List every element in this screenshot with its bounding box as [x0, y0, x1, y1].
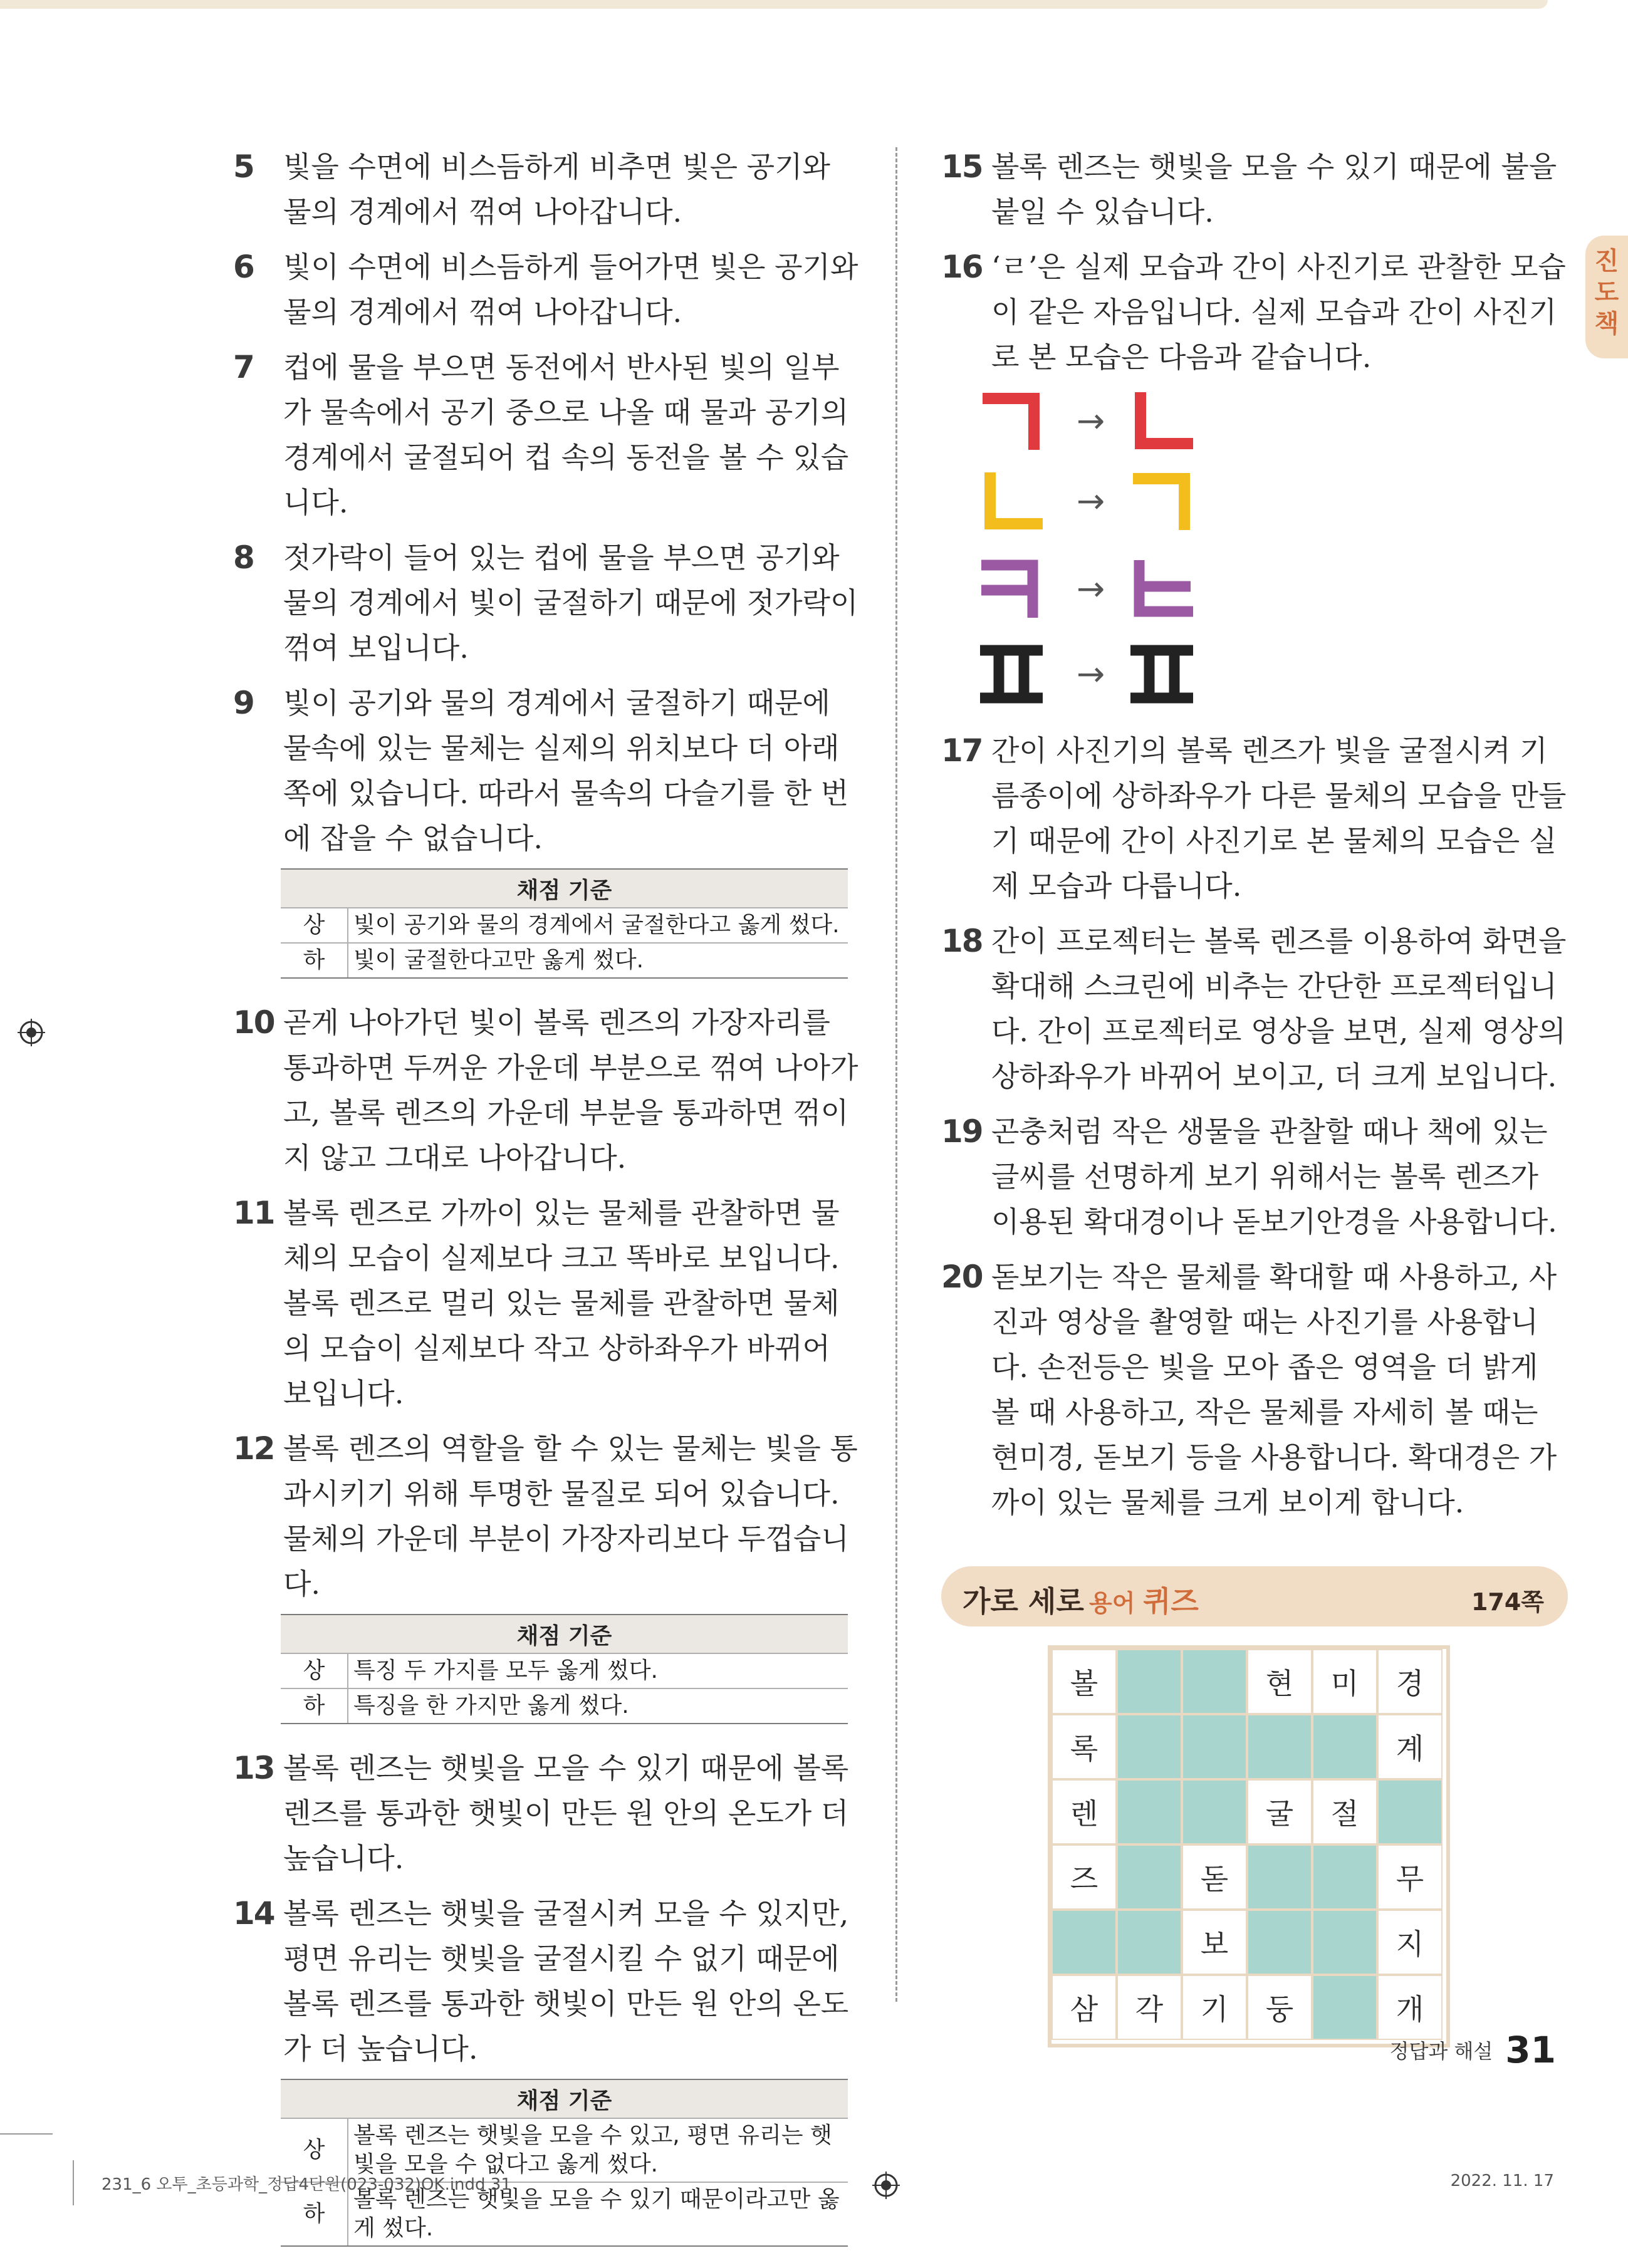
crossword-cell [1117, 1844, 1182, 1910]
item-number: 16 [941, 249, 983, 285]
answer-item [233, 1000, 860, 1180]
hangul-camera-tieut [1128, 558, 1197, 620]
item-text: 볼록 렌즈는 햇빛을 모을 수 있기 때문에 불을 붙일 수 있습니다. [991, 150, 1557, 229]
page-footer [1390, 2029, 1556, 2071]
crossword-cell: 렌 [1051, 1779, 1117, 1844]
side-tab-label: 진도책 [1594, 247, 1619, 338]
grading-level: 하 [281, 2182, 348, 2246]
answer-item [233, 1891, 860, 2071]
hangul-pair-kieuk [978, 558, 1228, 627]
answer-item [941, 144, 1568, 234]
crossword-cell: 경 [1377, 1649, 1443, 1714]
item-text: 곧게 나아가던 빛이 볼록 렌즈의 가장자리를 통과하면 두꺼운 가운데 부분으로 꺾여 나아가고, 볼록 렌즈의 가운데 부분을 통과하면 꺾이지 않고 그대로 나아갑니다. [283, 1006, 858, 1175]
grading-criterion: 볼록 렌즈는 햇빛을 모을 수 있기 때문이라고만 옳게 썼다. [348, 2182, 848, 2246]
crossword-cell: 개 [1377, 1975, 1443, 2040]
grading-table-14 [281, 2079, 848, 2247]
hangul-camera-giyeok [1128, 470, 1197, 533]
hangul-pair-nieun [978, 470, 1228, 539]
quiz-title-term: 용어 [1089, 1589, 1135, 1617]
item-number: 20 [941, 1259, 983, 1295]
item-number: 14 [233, 1895, 274, 1932]
answer-item [941, 728, 1568, 908]
crossword-cell [1247, 1844, 1312, 1910]
answer-item [233, 535, 860, 670]
item-text: 곤충처럼 작은 생물을 관찰할 때나 책에 있는 글씨를 선명하게 보기 위해서는 볼록 렌즈가 이용된 확대경이나 돋보기안경을 사용합니다. [991, 1115, 1557, 1239]
item-number: 9 [233, 685, 254, 721]
grading-criterion: 빛이 공기와 물의 경계에서 굴절한다고 옳게 썼다. [348, 908, 848, 943]
top-color-band [0, 0, 1548, 9]
print-date: 2022. 11. 17 [1450, 2172, 1554, 2190]
crossword-cell: 각 [1117, 1975, 1182, 2040]
hangul-comparison-figure [978, 390, 1568, 715]
item-number: 17 [941, 732, 983, 769]
answer-item [233, 1426, 860, 1606]
quiz-title-quiz: 퀴즈 [1143, 1584, 1199, 1618]
crossword-cell: 보 [1182, 1910, 1247, 1975]
answer-item [941, 918, 1568, 1099]
answer-item [941, 244, 1568, 380]
arrow-icon: → [1077, 481, 1105, 521]
answer-item [233, 244, 860, 335]
crossword-cell [1312, 1910, 1377, 1975]
crop-mark [73, 2160, 74, 2205]
arrow-icon: → [1077, 569, 1105, 608]
item-text: 볼록 렌즈의 역할을 할 수 있는 물체는 빛을 통과시키기 위해 투명한 물질로 되어 있습니다. 물체의 가운데 부분이 가장자리보다 두껍습니다. [283, 1432, 858, 1601]
grading-table-12 [281, 1614, 848, 1724]
crossword-cell [1182, 1649, 1247, 1714]
grading-level: 하 [281, 1688, 348, 1724]
item-number: 10 [233, 1004, 274, 1041]
item-number: 19 [941, 1113, 983, 1150]
crossword-cell: 삼 [1051, 1975, 1117, 2040]
item-text: 볼록 렌즈는 햇빛을 모을 수 있기 때문에 볼록 렌즈를 통과한 햇빛이 만든 원 안의 온도가 더 높습니다. [283, 1751, 849, 1875]
crossword-cell: 절 [1312, 1779, 1377, 1844]
item-number: 8 [233, 539, 254, 576]
item-number: 5 [233, 148, 254, 185]
item-text: 간이 프로젝터는 볼록 렌즈를 이용하여 화면을 확대해 스크린에 비추는 간단한 프로젝터입니다. 간이 프로젝터로 영상을 보면, 실제 영상의 상하좌우가 바뀌어 보이고, 더 크게 보입니다. [991, 924, 1567, 1093]
hangul-real-nieun [978, 470, 1046, 533]
crossword-cell [1117, 1714, 1182, 1779]
left-column [233, 144, 860, 2268]
item-text: 젓가락이 들어 있는 컵에 물을 부으면 공기와 물의 경계에서 빛이 굴절하기 때문에 젓가락이 꺾여 보입니다. [283, 541, 858, 665]
grading-header: 채점 기준 [281, 869, 848, 908]
hangul-camera-nieun [1128, 390, 1197, 452]
item-text: 돋보기는 작은 물체를 확대할 때 사용하고, 사진과 영상을 촬영할 때는 사진기를 사용합니다. 손전등은 빛을 모아 좁은 영역을 더 밝게 볼 때 사용하고, 작은 물체를 자세히 볼 때는 현미경, 돋보기 등을 사용합니다. 확대경은 가까이 있는 물체를 크게 보이게 합니다. [991, 1260, 1557, 1519]
grading-level: 하 [281, 943, 348, 978]
item-number: 7 [233, 349, 254, 385]
item-text: 빛이 공기와 물의 경계에서 굴절하기 때문에 물속에 있는 물체는 실제의 위치보다 더 아래쪽에 있습니다. 따라서 물속의 다슬기를 한 번에 잡을 수 없습니다. [283, 686, 849, 855]
crossword-cell [1312, 1975, 1377, 2040]
crossword-cell: 즈 [1051, 1844, 1117, 1910]
item-text: ‘ㄹ’은 실제 모습과 간이 사진기로 관찰한 모습이 같은 자음입니다. 실제 모습과 간이 사진기로 본 모습은 다음과 같습니다. [991, 250, 1566, 374]
item-number: 12 [233, 1430, 274, 1467]
crossword-cell: 무 [1377, 1844, 1443, 1910]
column-divider [895, 147, 897, 2002]
grading-level: 상 [281, 2118, 348, 2182]
hangul-pair-giyeok [978, 390, 1228, 459]
crossword-cell: 굴 [1247, 1779, 1312, 1844]
crossword-cell [1182, 1714, 1247, 1779]
hangul-real-kieuk [978, 558, 1046, 620]
grading-criterion: 특징 두 가지를 모두 옳게 썼다. [348, 1653, 848, 1688]
page-number: 31 [1505, 2029, 1556, 2071]
crossword-cell: 돋 [1182, 1844, 1247, 1910]
registration-mark-icon [872, 2172, 900, 2199]
grading-criterion: 볼록 렌즈는 햇빛을 모을 수 있고, 평면 유리는 햇빛을 모을 수 없다고 옳게 썼다. [348, 2118, 848, 2182]
answer-item [233, 1745, 860, 1881]
item-number: 18 [941, 923, 983, 959]
grading-criterion: 빛이 굴절한다고만 옳게 썼다. [348, 943, 848, 978]
item-text: 볼록 렌즈는 햇빛을 굴절시켜 모을 수 있지만, 평면 유리는 햇빛을 굴절시킬 수 없기 때문에 볼록 렌즈를 통과한 햇빛이 만든 원 안의 온도가 더 높습니다. [283, 1896, 849, 2066]
crossword-cell: 둥 [1247, 1975, 1312, 2040]
crossword-cell: 기 [1182, 1975, 1247, 2040]
item-number: 11 [233, 1195, 274, 1231]
crossword-cell: 현 [1247, 1649, 1312, 1714]
item-text: 빛이 수면에 비스듬하게 들어가면 빛은 공기와 물의 경계에서 꺾여 나아갑니다. [283, 250, 858, 329]
right-column [941, 144, 1568, 2047]
grading-level: 상 [281, 908, 348, 943]
crossword-cell [1312, 1714, 1377, 1779]
quiz-title-main: 가로 세로 [963, 1584, 1084, 1618]
arrow-icon: → [1077, 401, 1105, 440]
section-label: 정답과 해설 [1389, 2039, 1493, 2063]
crossword-cell: 지 [1377, 1910, 1443, 1975]
hangul-pair-pieup [978, 643, 1228, 712]
answer-item [233, 144, 860, 234]
grading-criterion: 특징을 한 가지만 옳게 썼다. [348, 1688, 848, 1724]
grading-table-9 [281, 868, 848, 979]
crossword-cell [1051, 1910, 1117, 1975]
answer-item [233, 680, 860, 861]
crossword-cell: 록 [1051, 1714, 1117, 1779]
registration-mark-icon [18, 1019, 45, 1046]
print-file-name: 231_6 오투_초등과학_정답4단원(023-032)OK.indd 31 [102, 2175, 511, 2194]
item-text: 컵에 물을 부으면 동전에서 반사된 빛의 일부가 물속에서 공기 중으로 나올 때 물과 공기의 경계에서 굴절되어 컵 속의 동전을 볼 수 있습니다. [283, 350, 849, 519]
side-tab [1585, 236, 1628, 358]
grading-header: 채점 기준 [281, 2079, 848, 2118]
crossword-cell [1247, 1714, 1312, 1779]
answer-item [233, 1190, 860, 1416]
crossword-quiz-banner [941, 1566, 1568, 1626]
answer-item [941, 1254, 1568, 1525]
item-number: 13 [233, 1750, 274, 1786]
item-number: 15 [941, 148, 983, 185]
crossword-cell: 계 [1377, 1714, 1443, 1779]
grading-header: 채점 기준 [281, 1615, 848, 1653]
item-text: 빛을 수면에 비스듬하게 비추면 빛은 공기와 물의 경계에서 꺾여 나아갑니다. [283, 150, 830, 229]
hangul-real-giyeok [978, 390, 1046, 452]
crossword-cell: 볼 [1051, 1649, 1117, 1714]
quiz-page-ref: 174쪽 [1471, 1588, 1544, 1616]
crossword-cell [1312, 1844, 1377, 1910]
arrow-icon: → [1077, 654, 1105, 694]
hangul-camera-pieup [1128, 643, 1197, 705]
crossword-cell [1117, 1910, 1182, 1975]
hangul-real-pieup [978, 643, 1046, 705]
item-text: 볼록 렌즈로 가까이 있는 물체를 관찰하면 물체의 모습이 실제보다 크고 똑바로 보입니다. 볼록 렌즈로 멀리 있는 물체를 관찰하면 물체의 모습이 실제보다 작고 상하좌우가 바뀌어 보입니다. [283, 1196, 840, 1410]
item-number: 6 [233, 249, 254, 285]
crossword-cell [1377, 1779, 1443, 1844]
crossword-cell [1182, 1779, 1247, 1844]
crossword-grid [1048, 1645, 1450, 2047]
answer-item [233, 345, 860, 525]
crop-mark [0, 2133, 53, 2135]
crossword-cell [1117, 1649, 1182, 1714]
grading-level: 상 [281, 1653, 348, 1688]
crossword-cell: 미 [1312, 1649, 1377, 1714]
item-text: 간이 사진기의 볼록 렌즈가 빛을 굴절시켜 기름종이에 상하좌우가 다른 물체의 모습을 만들기 때문에 간이 사진기로 본 물체의 모습은 실제 모습과 다릅니다. [991, 734, 1567, 903]
answer-item [941, 1109, 1568, 1244]
crossword-cell [1117, 1779, 1182, 1844]
crossword-cell [1247, 1910, 1312, 1975]
